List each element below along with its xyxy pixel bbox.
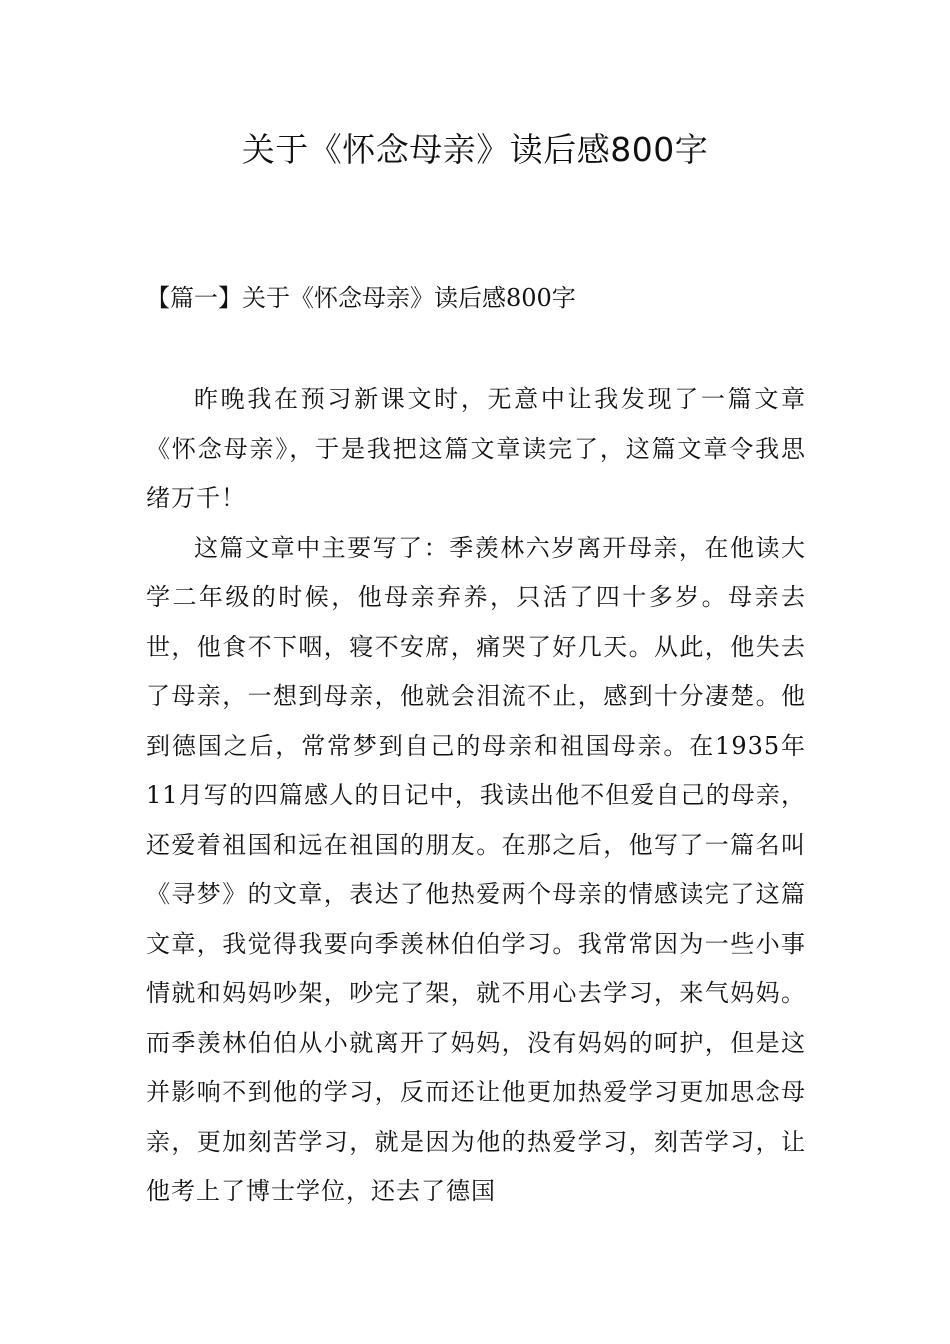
- document-title: 关于《怀念母亲》读后感800字: [241, 130, 709, 169]
- section-heading: 【篇一】关于《怀念母亲》读后感800字: [146, 284, 576, 312]
- paragraph-1: 昨晚我在预习新课文时，无意中让我发现了一篇文章《怀念母亲》，于是我把这篇文章读完了，这篇文章令我思绪万千！: [146, 385, 806, 512]
- document-body: [146, 375, 806, 1217]
- paragraph-2: 这篇文章中主要写了：季羡林六岁离开母亲，在他读大学二年级的时候，他母亲弃养，只活了四十多岁。母亲去世，他食不下咽，寝不安席，痛哭了好几天。从此，他失去了母亲，一想到母亲，他就会泪流不止，感到十分凄楚。他到德国之后，常常梦到自己的母亲和祖国母亲。在1935年11月写的四篇感人的日记中，我读出他不但爱自己的母亲，还爱着祖国和远在祖国的朋友。在那之后，他写了一篇名叫《寻梦》的文章，表达了他热爱两个母亲的情感读完了这篇文章，我觉得我要向季羡林伯伯学习。我常常因为一些小事情就和妈妈吵架，吵完了架，就不用心去学习，来气妈妈。而季羡林伯伯从小就离开了妈妈，没有妈妈的呵护，但是这并影响不到他的学习，反而还让他更加热爱学习更加思念母亲，更加刻苦学习，就是因为他的热爱学习，刻苦学习，让他考上了博士学位，还去了德国: [146, 533, 806, 1205]
